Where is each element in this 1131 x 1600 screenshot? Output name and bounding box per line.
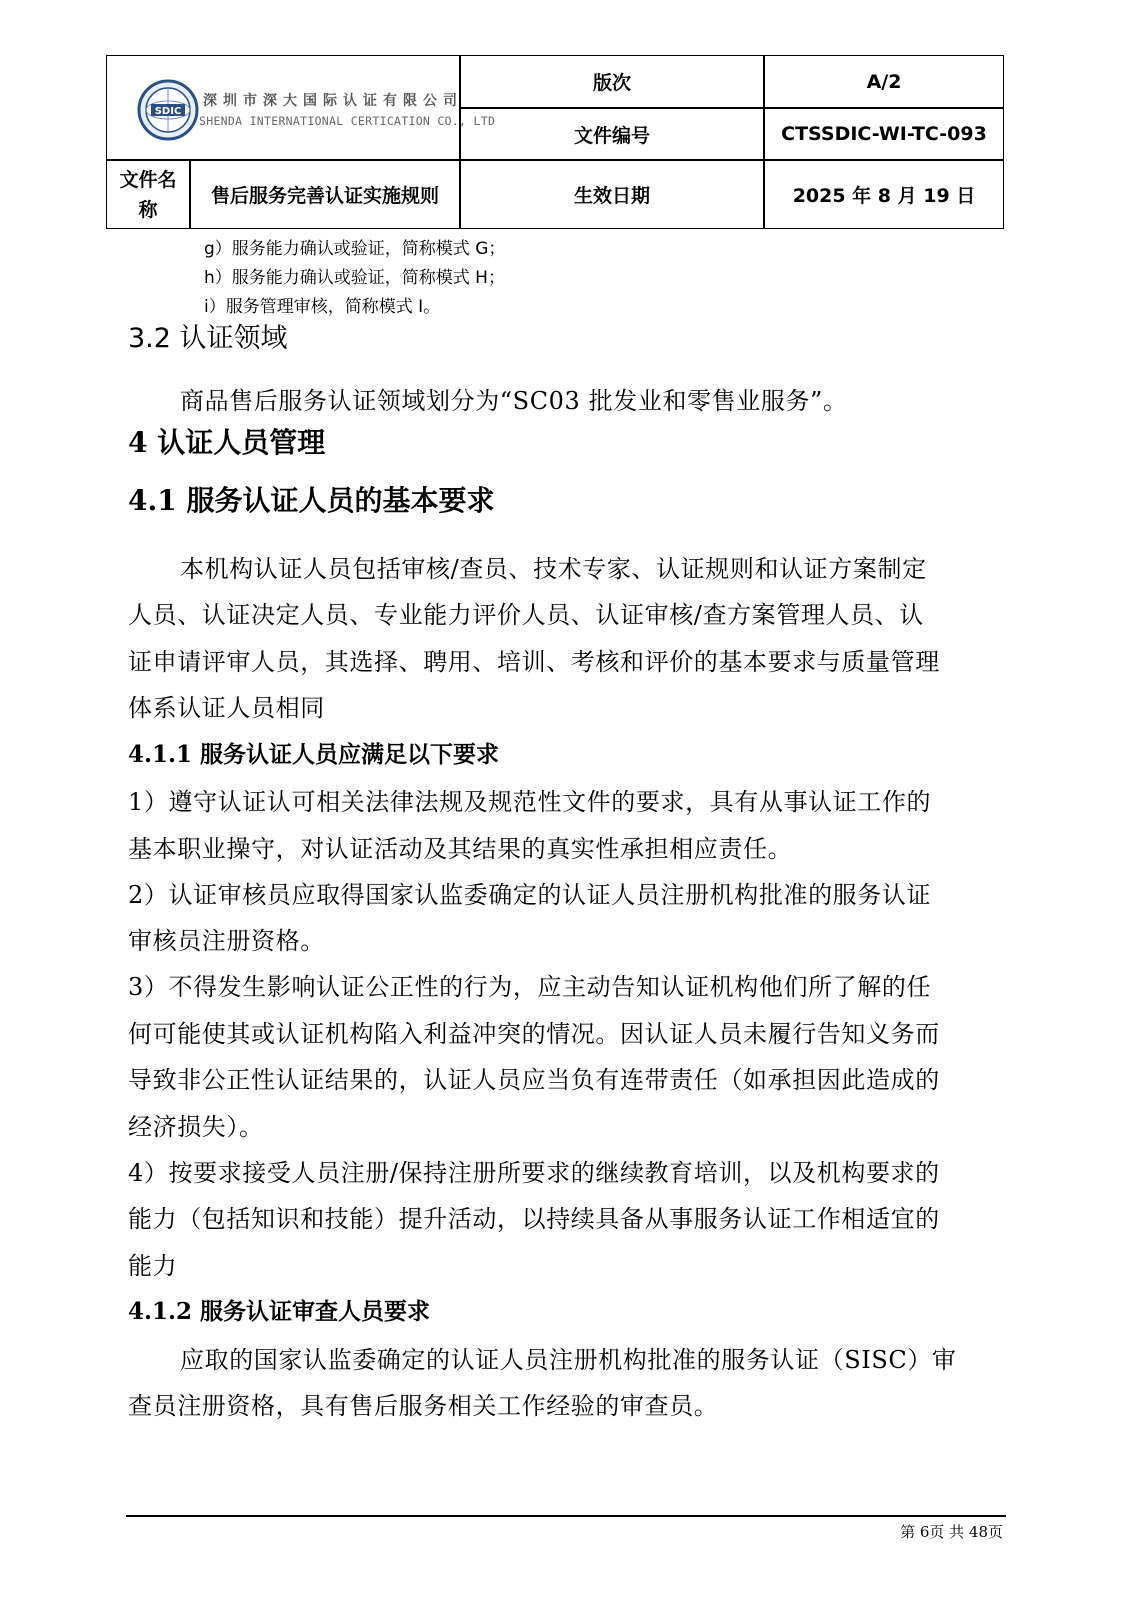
footer-divider [126, 1515, 1006, 1517]
requirement-line: 4）按要求接受人员注册/保持注册所要求的继续教育培训，以及机构要求的 [128, 1159, 940, 1187]
company-name-cn: 深圳市深大国际认证有限公司 [203, 93, 463, 109]
section-heading-4-1-2: 4.1.2 服务认证审查人员要求 [128, 1298, 431, 1325]
doc-name-label-line2: 称 [138, 198, 158, 221]
doc-name-label-line1: 文件名 [119, 168, 177, 191]
doc-number-label: 文件编号 [573, 124, 650, 147]
list-item: i）服务管理审核，简称模式 I。 [204, 297, 441, 317]
list-item: g）服务能力确认或验证，简称模式 G； [204, 239, 506, 259]
company-logo-block [137, 76, 497, 144]
logo-initials: SDIC [154, 106, 182, 117]
section-3-2-paragraph: 商品售后服务认证领域划分为“SC03 批发业和零售业服务”。 [180, 387, 848, 415]
paragraph-line: 证申请评审人员，其选择、聘用、培训、考核和评价的基本要求与质量管理 [128, 648, 940, 676]
section-heading-4-1-1: 4.1.1 服务认证人员应满足以下要求 [128, 741, 500, 768]
version-value: A/2 [866, 70, 902, 93]
requirement-line: 能力（包括知识和技能）提升活动，以持续具备从事服务认证工作相适宜的 [128, 1205, 940, 1233]
paragraph-line: 本机构认证人员包括审核/查员、技术专家、认证规则和认证方案制定 [180, 555, 927, 583]
requirement-line: 审核员注册资格。 [128, 927, 325, 955]
requirement-line: 导致非公正性认证结果的，认证人员应当负有连带责任（如承担因此造成的 [128, 1066, 940, 1094]
requirement-line: 经济损失）。 [128, 1113, 264, 1141]
paragraph-line: 查员注册资格，具有售后服务相关工作经验的审查员。 [128, 1392, 719, 1420]
doc-number-value: CTSSDIC-WI-TC-093 [781, 123, 987, 145]
doc-name-value: 售后服务完善认证实施规则 [210, 185, 439, 207]
effective-date-label: 生效日期 [573, 185, 650, 207]
company-name-en: SHENDA INTERNATIONAL CERTICATION CO., LTD [199, 114, 496, 128]
company-seal-icon [137, 79, 199, 141]
requirement-line: 2）认证审核员应取得国家认监委确定的认证人员注册机构批准的服务认证 [128, 881, 932, 909]
list-item: h）服务能力确认或验证，简称模式 H； [204, 268, 505, 288]
section-heading-4-1: 4.1 服务认证人员的基本要求 [128, 484, 495, 517]
requirement-line: 何可能使其或认证机构陷入利益冲突的情况。因认证人员未履行告知义务而 [128, 1020, 940, 1048]
paragraph-line: 人员、认证决定人员、专业能力评价人员、认证审核/查方案管理人员、认 [128, 601, 924, 629]
document-header-table [106, 55, 1004, 229]
section-heading-4: 4 认证人员管理 [128, 426, 326, 459]
paragraph-line: 应取的国家认监委确定的认证人员注册机构批准的服务认证（SISC）审 [180, 1346, 957, 1374]
requirement-line: 基本职业操守，对认证活动及其结果的真实性承担相应责任。 [128, 835, 793, 863]
requirement-line: 能力 [128, 1252, 178, 1280]
effective-date-value: 2025 年 8 月 19 日 [792, 185, 976, 207]
requirement-line: 1）遵守认证认可相关法律法规及规范性文件的要求，具有从事认证工作的 [128, 788, 932, 816]
requirement-line: 3）不得发生影响认证公正性的行为，应主动告知认证机构他们所了解的任 [128, 973, 932, 1001]
section-heading-3-2: 3.2 认证领域 [128, 323, 288, 354]
page-number: 第 6页 共 48页 [900, 1523, 1003, 1541]
doc-name-label [107, 161, 189, 228]
paragraph-line: 体系认证人员相同 [128, 694, 325, 722]
version-label: 版次 [592, 72, 631, 94]
